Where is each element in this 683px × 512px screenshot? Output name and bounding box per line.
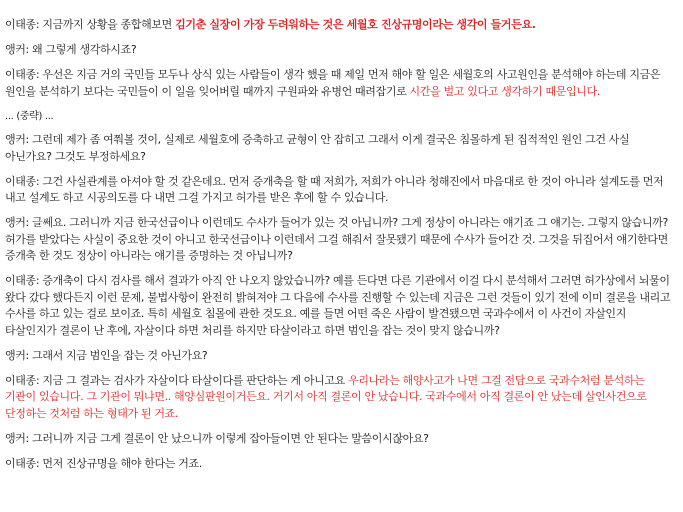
omission-marker — [5, 109, 677, 126]
paragraph-11 — [5, 431, 677, 448]
anchor-text: 앵커: 왜 그렇게 생각하시죠? — [5, 43, 137, 56]
paragraph-9 — [5, 348, 677, 365]
speaker-text: 이태종: 그건 사실관계를 아셔야 할 것 같은데요. 먼저 증개축을 할 때 저희가, 저희가 아니라 청해진에서 마음대로 한 것이 아니라 설계도를 먼저 내고 설계도 하고 시공의도를 다 내면 그걸 가지고 허가를 받은 후에 할 수 있습니다. — [5, 174, 664, 204]
paragraph-2 — [5, 42, 677, 59]
speaker-text: 이태종: 먼저 진상규명을 해야 한다는 거죠. — [5, 456, 202, 470]
paragraph-12 — [5, 456, 677, 473]
ellipsis-text: ... (중략) ... — [5, 110, 54, 122]
interview-transcript — [5, 17, 677, 481]
speaker-text: 이태종: 지금까지 상황을 종합해보면 — [5, 18, 176, 31]
paragraph-1 — [5, 17, 677, 34]
highlighted-text: 시간을 벌고 있다고 생각하기 때문입니다. — [409, 84, 600, 98]
anchor-text: 앵커: 그러니까 지금 그게 결론이 안 났으니까 이렇게 잡아들이면 안 된다는 말씀이시잖아요? — [5, 431, 429, 445]
speaker-text: 이태종: 증개축이 다시 검사를 해서 결과가 아직 안 나오지 않았습니까? 예를 든다면 다른 기관에서 이걸 다시 분석해서 그러면 허가상에서 뇌물이 왔다 갔다 했다든지 이런 문제, 불법사항이 완전히 밝혀져야 그 다음에 수사를 진행할 수 있는데 지금은 그런 것들이 있기 전에 이미 결론을 내리고 수사를 하고 있는 걸로 보이죠. 특히 세월호 침몰에 관한 것도요. 예를 들면 어떤 죽은 사람이 발견됐으면 국과수에서 이 사건이 자살인지 타살인지가 결론이 난 후에, 자살이다 하면 처리를 하지만 타살이라고 하면 범인을 잡는 것이 맞지 않습니까? — [5, 274, 671, 337]
paragraph-8 — [5, 273, 677, 339]
highlighted-text: 우리나라는 해양사고가 나면 그걸 전담으로 국과수처럼 분석하는 기관이 있습니다. 그 기관이 뭐냐면.. 해양심판원이거든요. 거기서 아직 결론이 안 났습니다. 국과수에서 아직 결론이 안 났는데 살인사건으로 단정하는 것처럼 하는 형태가 된 거죠. — [5, 373, 647, 420]
paragraph-7 — [5, 215, 677, 265]
paragraph-10 — [5, 373, 677, 423]
anchor-text: 앵커: 그래서 지금 범인을 잡는 것 아닌가요? — [5, 348, 208, 362]
paragraph-6 — [5, 174, 677, 207]
speaker-text: 이태종: 우선은 지금 거의 국민들 모두나 상식 있는 사람들이 생각 했을 때 제일 먼저 해야 할 일은 세월호의 사고원인을 분석해야 하는데 지금은 원인을 분석하기 보다는 국민들이 이 일을 잊어버릴 때까지 구원파와 유병언 때려잡기로 — [5, 68, 661, 98]
anchor-text: 앵커: 글쎄요. 그러니까 지금 한국선급이나 이런데도 수사가 들어가 있는 것 아닙니까? 그게 정상이 아니라는 얘기죠 그 얘기는. 그렇지 않습니까? 허가를 받았다는 사실이 중요한 것이 아니고 한국선급이나 이런데서 그걸 해줘서 잘못됐기 때문에 수사가 들어간 것. 그것을 뒤집어서 얘기한다면 증개축 한 것도 정상이 아니라는 얘기를 증명하는 것 아닙니까? — [5, 216, 668, 262]
paragraph-3 — [5, 67, 677, 100]
paragraph-5 — [5, 132, 677, 165]
speaker-text: 이태종: 지금 그 결과는 검사가 자살이다 타살이다를 판단하는 게 아니고요 — [5, 373, 349, 387]
anchor-text: 앵커: 그런데 제가 좀 여쭤볼 것이, 실제로 세월호에 증축하고 균형이 안 잡히고 그래서 이게 결국은 침몰하게 된 집적적인 원인 그건 사실 아닌가요? 그것도 부정하세요? — [5, 133, 630, 163]
highlighted-text: 김기춘 실장이 가장 두려워하는 것은 세월호 진상규명이라는 생각이 들거든요. — [175, 18, 536, 31]
